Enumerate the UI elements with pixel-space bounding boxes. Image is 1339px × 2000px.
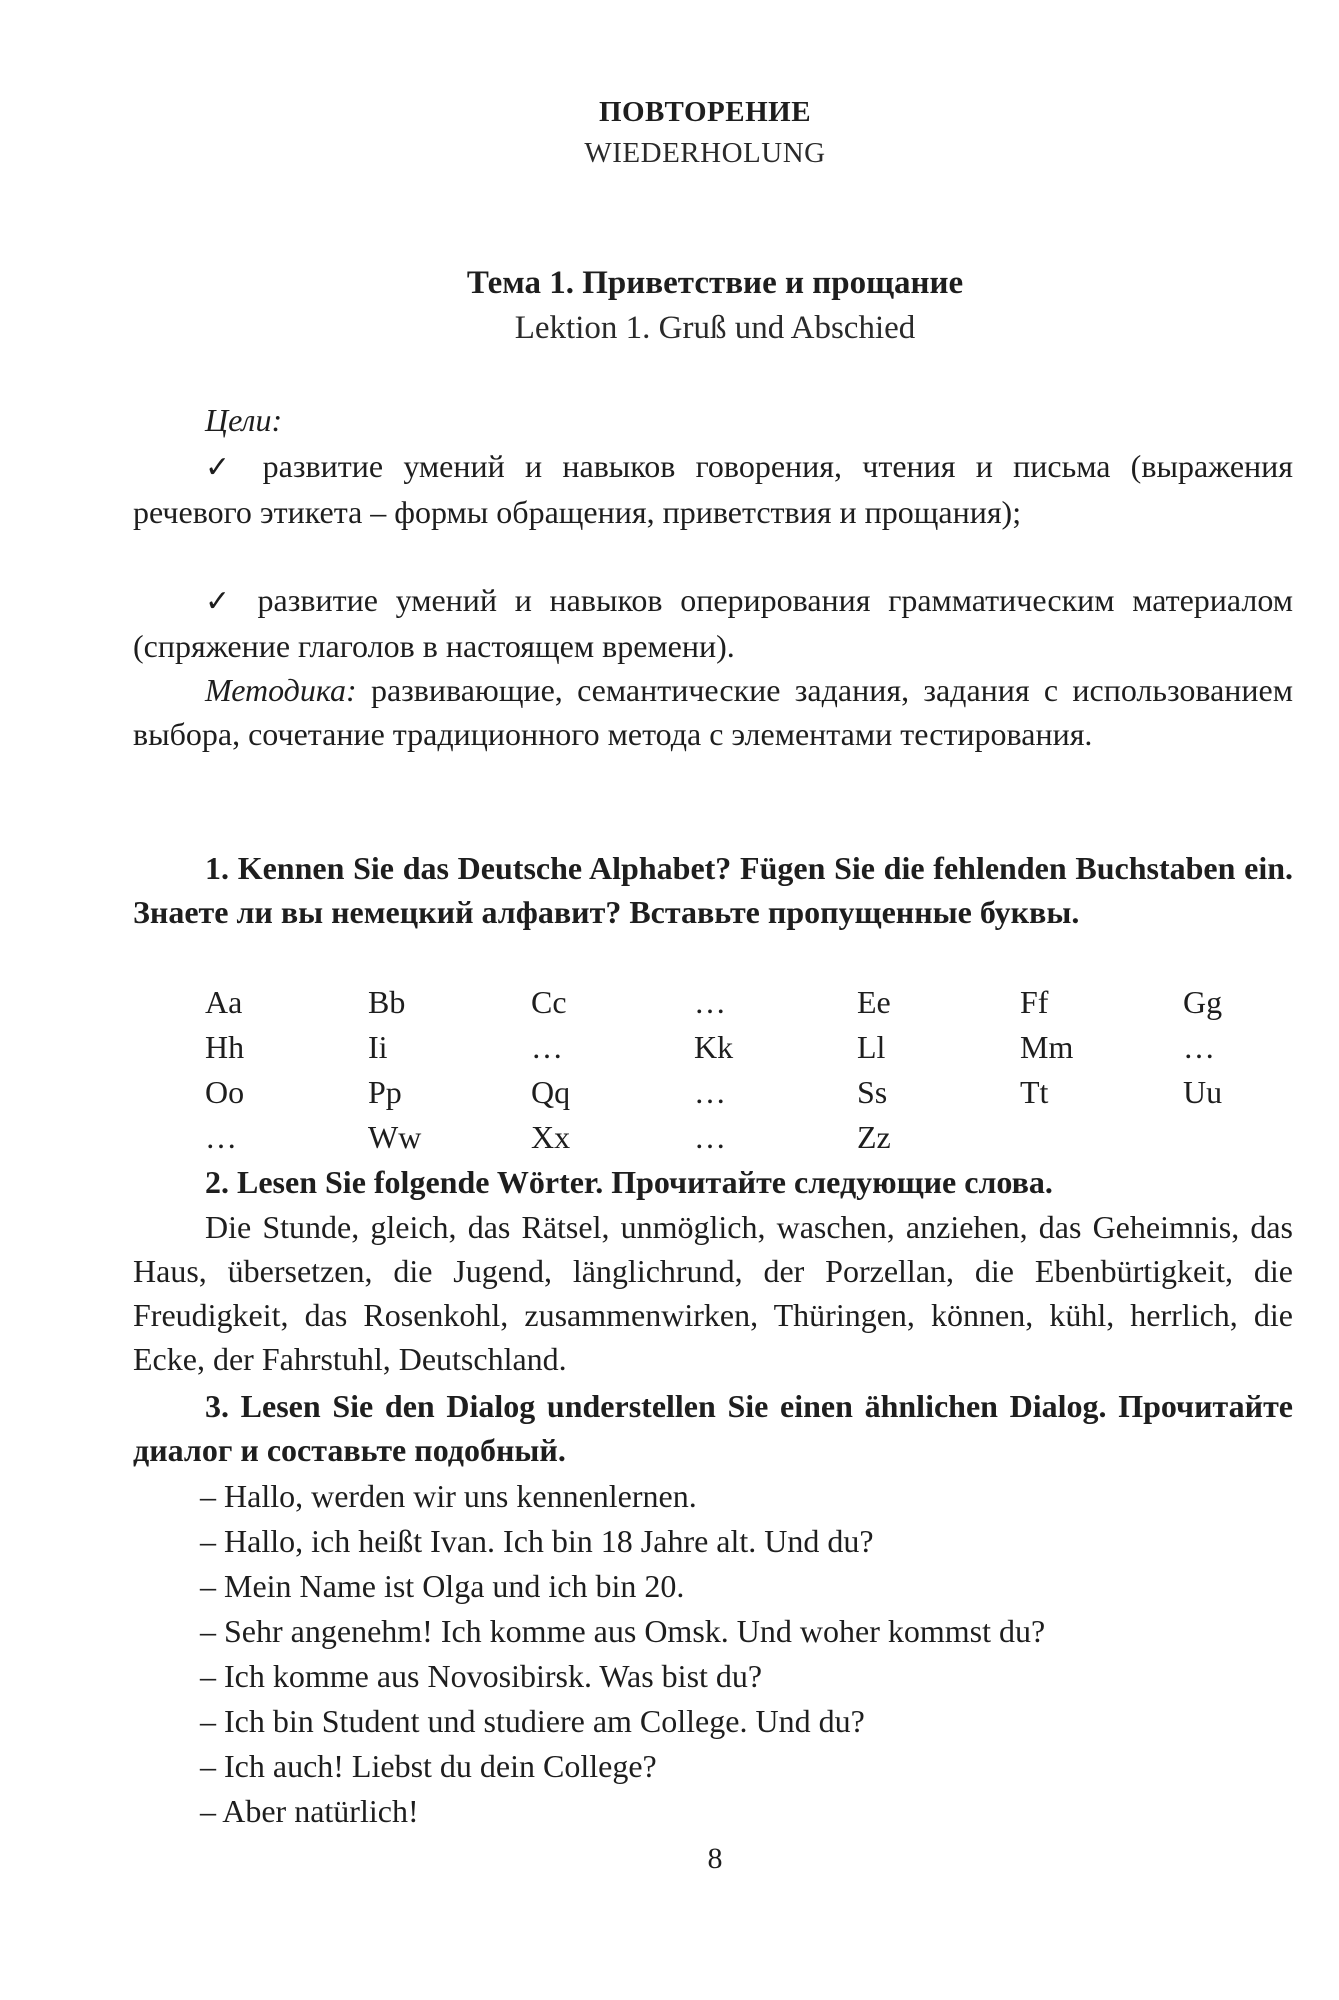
method-label: Методика: — [205, 672, 357, 708]
alphabet-cell: Kk — [694, 1029, 734, 1065]
alphabet-cell: Ss — [857, 1074, 888, 1110]
checkmark-icon: ✓ — [205, 585, 240, 618]
dialog — [200, 1474, 1045, 1834]
alphabet-cell: Zz — [857, 1119, 891, 1155]
alphabet-cell: Ee — [857, 984, 891, 1020]
goal-item — [133, 578, 1293, 668]
alphabet-cell: Uu — [1183, 1074, 1223, 1110]
dialog-line: – Mein Name ist Olga und ich bin 20. — [200, 1568, 685, 1604]
goal-text: развитие умений и навыков говорения, чтения и письма (выражения речевого этикета – формы обращения, приветствия и прощания); — [133, 448, 1294, 530]
alphabet-cell: Cc — [531, 984, 567, 1020]
section-title-ru: ПОВТОРЕНИЕ — [598, 96, 812, 128]
alphabet-grid — [205, 980, 1339, 1160]
alphabet-row — [205, 1025, 1339, 1070]
alphabet-cell: … — [531, 1029, 563, 1065]
word-list: Die Stunde, gleich, das Rätsel, unmöglich, waschen, anziehen, das Geheimnis, das Haus, übersetzen, die Jugend, länglichrund, der Porzellan, die Ebenbürtigkeit, die Freudigkeit, das Rosenkohl, zusammenwirken, Thüringen, können, kühl, herrlich, die Ecke, der Fahrstuhl, Deutschland. — [133, 1209, 1293, 1377]
dialog-line: – Sehr angenehm! Ich komme aus Omsk. Und woher kommst du? — [200, 1613, 1046, 1649]
dialog-line: – Ich bin Student und studiere am College. Und du? — [200, 1703, 865, 1739]
dialog-line: – Ich komme aus Novosibirsk. Was bist du? — [200, 1658, 763, 1694]
method-text: развивающие, семантические задания, задания с использованием выбора, сочетание традиционного метода с элементами тестирования. — [133, 672, 1293, 752]
alphabet-cell: Bb — [368, 984, 406, 1020]
topic-title-ru: Тема 1. Приветствие и прощание — [466, 265, 964, 301]
alphabet-row — [205, 1115, 1339, 1160]
alphabet-cell: Hh — [205, 1029, 245, 1065]
method-paragraph — [133, 668, 1293, 756]
task-1-title: 1. Kennen Sie das Deutsche Alphabet? Fügen Sie die fehlenden Buchstaben ein. Знаете ли вы немецкий алфавит? Вставьте пропущенные буквы. — [133, 850, 1293, 930]
alphabet-cell: … — [694, 1119, 726, 1155]
alphabet-row — [205, 980, 1339, 1025]
goals-label: Цели: — [205, 402, 283, 438]
alphabet-cell: Ff — [1020, 984, 1049, 1020]
alphabet-cell: Ll — [857, 1029, 886, 1065]
alphabet-row — [205, 1070, 1339, 1115]
goal-text: развитие умений и навыков оперирования грамматическим материалом (спряжение глаголов в настоящем времени). — [133, 582, 1294, 664]
alphabet-cell: Mm — [1020, 1029, 1074, 1065]
dialog-line: – Aber natürlich! — [200, 1793, 419, 1829]
section-title-de: WIEDERHOLUNG — [584, 137, 826, 169]
alphabet-cell: Tt — [1020, 1074, 1049, 1110]
alphabet-cell — [1020, 1115, 1183, 1160]
alphabet-cell: Pp — [368, 1074, 402, 1110]
alphabet-cell: … — [205, 1119, 237, 1155]
alphabet-cell: Ii — [368, 1029, 388, 1065]
dialog-line: – Hallo, werden wir uns kennenlernen. — [200, 1478, 697, 1514]
task-2-title: 2. Lesen Sie folgende Wörter. Прочитайте следующие слова. — [205, 1164, 1053, 1200]
alphabet-cell: Xx — [531, 1119, 571, 1155]
page-number: 8 — [707, 1842, 723, 1875]
alphabet-cell: Qq — [531, 1074, 571, 1110]
alphabet-cell: Oo — [205, 1074, 245, 1110]
topic-title-de: Lektion 1. Gruß und Abschied — [514, 310, 916, 346]
alphabet-cell: … — [694, 1074, 726, 1110]
dialog-line: – Hallo, ich heißt Ivan. Ich bin 18 Jahre alt. Und du? — [200, 1523, 874, 1559]
checkmark-icon: ✓ — [205, 451, 243, 484]
goal-item — [133, 444, 1293, 534]
alphabet-cell: Ww — [368, 1119, 422, 1155]
alphabet-cell: Aa — [205, 984, 243, 1020]
dialog-line: – Ich auch! Liebst du dein College? — [200, 1748, 657, 1784]
alphabet-cell — [1183, 1115, 1339, 1160]
task-3-title: 3. Lesen Sie den Dialog understellen Sie einen ähnlichen Dialog. Прочитайте диалог и составьте подобный. — [133, 1388, 1293, 1468]
alphabet-cell: Gg — [1183, 984, 1223, 1020]
alphabet-cell: … — [694, 984, 726, 1020]
alphabet-cell: … — [1183, 1029, 1215, 1065]
